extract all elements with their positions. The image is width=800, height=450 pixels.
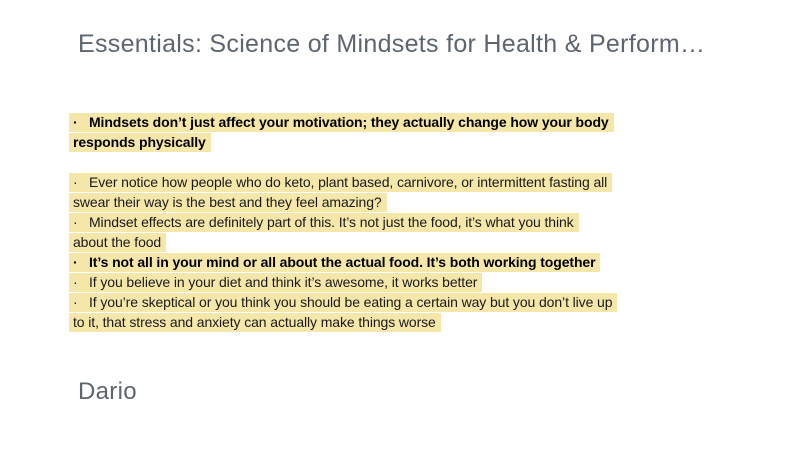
highlighted-text: to it, that stress and anxiety can actually make things worse xyxy=(69,313,441,332)
note-line xyxy=(69,172,749,192)
bullet-marker: · xyxy=(73,254,78,270)
note-line xyxy=(69,272,749,292)
bullet-marker: · xyxy=(73,114,78,130)
note-line xyxy=(69,252,749,272)
note-line xyxy=(69,112,749,132)
highlighted-text: · If you believe in your diet and think it’s awesome, it works better xyxy=(69,273,482,292)
note-line xyxy=(69,232,749,252)
highlighted-text: · If you’re skeptical or you think you should be eating a certain way but you don’t live up xyxy=(69,293,617,312)
highlighted-text: about the food xyxy=(69,233,166,252)
bullet-marker: · xyxy=(73,174,78,190)
highlighted-text: · Mindsets don’t just affect your motivation; they actually change how your body xyxy=(69,113,614,132)
bullet-marker: · xyxy=(73,214,78,230)
note-line xyxy=(69,312,749,332)
bullet-marker: · xyxy=(73,294,78,310)
note-line xyxy=(69,132,749,152)
note-line xyxy=(69,192,749,212)
highlighted-text: · It’s not all in your mind or all about the actual food. It’s both working together xyxy=(69,253,600,272)
highlighted-text: · Mindset effects are definitely part of this. It’s not just the food, it’s what you think xyxy=(69,213,579,232)
bullet-marker: · xyxy=(73,274,78,290)
highlighted-text: swear their way is the best and they feel amazing? xyxy=(69,193,387,212)
note-line xyxy=(69,292,749,312)
page-title: Essentials: Science of Mindsets for Health & Perform… xyxy=(78,30,706,58)
note-line xyxy=(69,212,749,232)
author-name: Dario xyxy=(78,378,137,405)
notes-list xyxy=(69,112,749,332)
highlighted-text: responds physically xyxy=(69,133,211,152)
paragraph-spacer xyxy=(69,152,749,172)
highlighted-text: · Ever notice how people who do keto, plant based, carnivore, or intermittent fasting all xyxy=(69,173,612,192)
